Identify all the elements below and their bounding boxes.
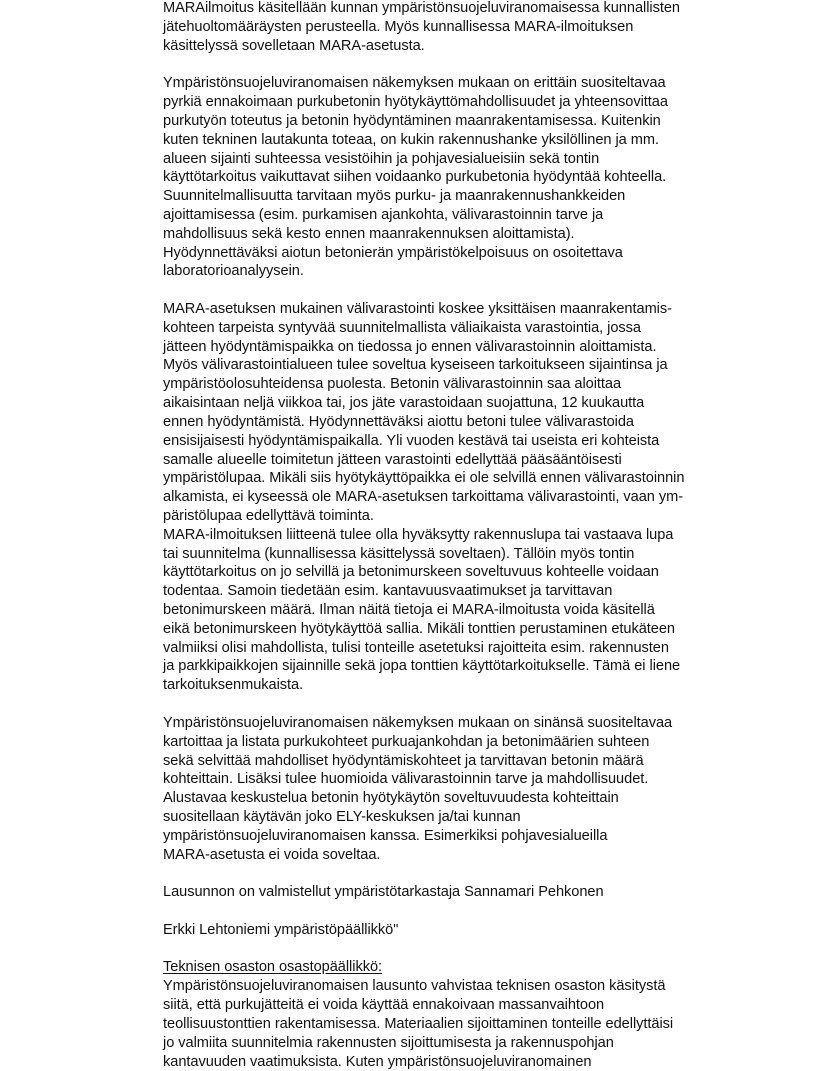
paragraph-spacer [163, 864, 763, 883]
text-line: ajoittamisessa (esim. purkamisen ajankohta, välivarastoinnin tarve ja [163, 206, 763, 225]
paragraph-spacer [163, 281, 763, 300]
text-line: laboratorioanalyysein. [163, 262, 763, 281]
text-line: sekä selvittää mahdolliset hyödyntämiskohteet ja tarvittavan betonin määrä [163, 752, 763, 771]
text-line: Alustavaa keskustelua betonin hyötykäytön soveltuvuudesta kohteittain [163, 789, 763, 808]
text-line: siitä, että purkujätteitä ei voida käyttää ennakoivaan massanvaihtoon [163, 996, 763, 1015]
paragraph-signature [163, 921, 763, 940]
paragraph-spacer [163, 902, 763, 921]
paragraph-spacer [163, 695, 763, 714]
text-line: betonimurskeen määrä. Ilman näitä tietoja ei MARA-ilmoitusta voida käsitellä [163, 601, 763, 620]
text-line: Ympäristönsuojeluviranomaisen lausunto vahvistaa teknisen osaston käsitystä [163, 977, 763, 996]
text-line: käyttötarkoitus on jo selvillä ja betonimurskeen soveltuvuus kohteelle voidaan [163, 563, 763, 582]
text-line: Hyödynnettäväksi aiotun betonierän ympäristökelpoisuus on osoitettava [163, 244, 763, 263]
text-line: purkutyön toteutus ja betonin hyödyntäminen maanrakentamisessa. Kuitenkin [163, 112, 763, 131]
text-line: Myös välivarastointialueen tulee soveltua kyseiseen tarkoitukseen sijaintinsa ja [163, 356, 763, 375]
text-line: kohteittain. Lisäksi tulee huomioida välivarastoinnin tarve ja mahdollisuudet. [163, 770, 763, 789]
text-line: ensisijaisesti hyödyntämispaikalla. Yli vuoden kestävä tai useista eri kohteista [163, 432, 763, 451]
section-heading: Teknisen osaston osastopäällikkö: [163, 958, 763, 977]
section-technical-department [163, 958, 763, 1071]
text-line: MARA-ilmoituksen liitteenä tulee olla hyväksytty rakennuslupa tai vastaava lupa [163, 526, 763, 545]
text-line: valmiiksi olisi mahdollista, tulisi tonteille asetetuksi rajoitteita esim. rakennusten [163, 639, 763, 658]
text-line: kantavuuden vaatimuksista. Kuten ympäristönsuojeluviranomainen [163, 1053, 763, 1071]
text-line: jo valmiita suunnitelmia rakennusten sijoittumisesta ja rakennuspohjan [163, 1034, 763, 1053]
text-line: eikä betonimurskeen hyötykäyttöä sallia. Mikäli tonttien perustaminen etukäteen [163, 620, 763, 639]
text-line: Suunnitelmallisuutta tarvitaan myös purku- ja maanrakennushankkeiden [163, 187, 763, 206]
text-line: alueen sijainti suhteessa vesistöihin ja pohjavesialueisiin sekä tontin [163, 150, 763, 169]
text-line: käsittelyssä sovelletaan MARA-asetusta. [163, 37, 763, 56]
text-line: suositellaan käytävän joko ELY-keskuksen ja/tai kunnan [163, 808, 763, 827]
text-line: aikaisintaan neljä viikkoa tai, jos jäte varastoidaan suojattuna, 12 kuukautta [163, 394, 763, 413]
text-line: tai suunnitelma (kunnallisessa käsittelyssä soveltaen). Tällöin myös tontin [163, 545, 763, 564]
text-line: MARAilmoitus käsitellään kunnan ympäristönsuojeluviranomaisessa kunnallisten [163, 0, 763, 18]
document-page [163, 0, 763, 1071]
text-line: Ympäristönsuojeluviranomaisen näkemyksen mukaan on erittäin suositeltavaa [163, 74, 763, 93]
paragraph-recommendation [163, 74, 763, 281]
text-line: MARA-asetusta ei voida soveltaa. [163, 846, 763, 865]
signature-line: Erkki Lehtoniemi ympäristöpäällikkö" [163, 921, 763, 940]
paragraph-mara-notice-processing [163, 0, 763, 55]
text-line: päristölupaa edellyttävä toiminta. [163, 507, 763, 526]
text-line: tarkoituksenmukaista. [163, 676, 763, 695]
paragraph-prepared-by [163, 883, 763, 902]
text-line: pyrkiä ennakoimaan purkubetonin hyötykäyttömahdollisuudet ja yhteensovittaa [163, 93, 763, 112]
text-line: kohteen tarpeista syntyvää suunnitelmallista väliaikaista varastointia, jossa [163, 319, 763, 338]
paragraph-mapping-recommendation [163, 714, 763, 865]
text-line: ja parkkipaikkojen sijainnille sekä jopa tonttien käyttötarkoitukselle. Tämä ei liene [163, 657, 763, 676]
text-line: kuten tekninen lautakunta toteaa, on kukin rakennushanke yksilöllinen ja mm. [163, 131, 763, 150]
paragraph-spacer [163, 55, 763, 74]
text-line: todentaa. Samoin tiedetään esim. kantavuusvaatimukset ja tarvittavan [163, 582, 763, 601]
text-line: kartoittaa ja listata purkukohteet purkuajankohdan ja betonimäärien suhteen [163, 733, 763, 752]
text-line: samalle alueelle toimitetun jätteen varastointi edellyttää pääsääntöisesti [163, 451, 763, 470]
text-line: jätehuoltomääräysten perusteella. Myös kunnallisessa MARA-ilmoituksen [163, 18, 763, 37]
text-line: ennen hyödyntämistä. Hyödynnettäväksi aiottu betoni tulee välivarastoida [163, 413, 763, 432]
text-line: ympäristönsuojeluviranomaisen kanssa. Esimerkiksi pohjavesialueilla [163, 827, 763, 846]
text-line: Lausunnon on valmistellut ympäristötarkastaja Sannamari Pehkonen [163, 883, 763, 902]
text-line: ympäristölupaa. Mikäli siis hyötykäyttöpaikka ei ole selvillä ennen välivarastoinnin [163, 469, 763, 488]
paragraph-spacer [163, 940, 763, 959]
text-line: mahdollisuus sekä kesto ennen maanrakennuksen aloittamista). [163, 225, 763, 244]
text-line: jätteen hyödyntämispaikka on tiedossa jo ennen välivarastoinnin aloittamista. [163, 338, 763, 357]
text-line: Ympäristönsuojeluviranomaisen näkemyksen mukaan on sinänsä suositeltavaa [163, 714, 763, 733]
text-line: käyttötarkoitus vaikuttavat siihen voidaanko purkubetonia hyödyntää kohteella. [163, 168, 763, 187]
text-line: alkamista, ei kyseessä ole MARA-asetuksen tarkoittama välivarastointi, vaan ym- [163, 488, 763, 507]
paragraph-interim-storage [163, 300, 763, 695]
text-line: MARA-asetuksen mukainen välivarastointi koskee yksittäisen maanrakentamis- [163, 300, 763, 319]
text-line: teollisuustonttien rakentamisessa. Materiaalien sijoittaminen tonteille edellyttäisi [163, 1015, 763, 1034]
text-line: ympäristöolosuhteidensa puolesta. Betonin välivarastoinnin saa aloittaa [163, 375, 763, 394]
